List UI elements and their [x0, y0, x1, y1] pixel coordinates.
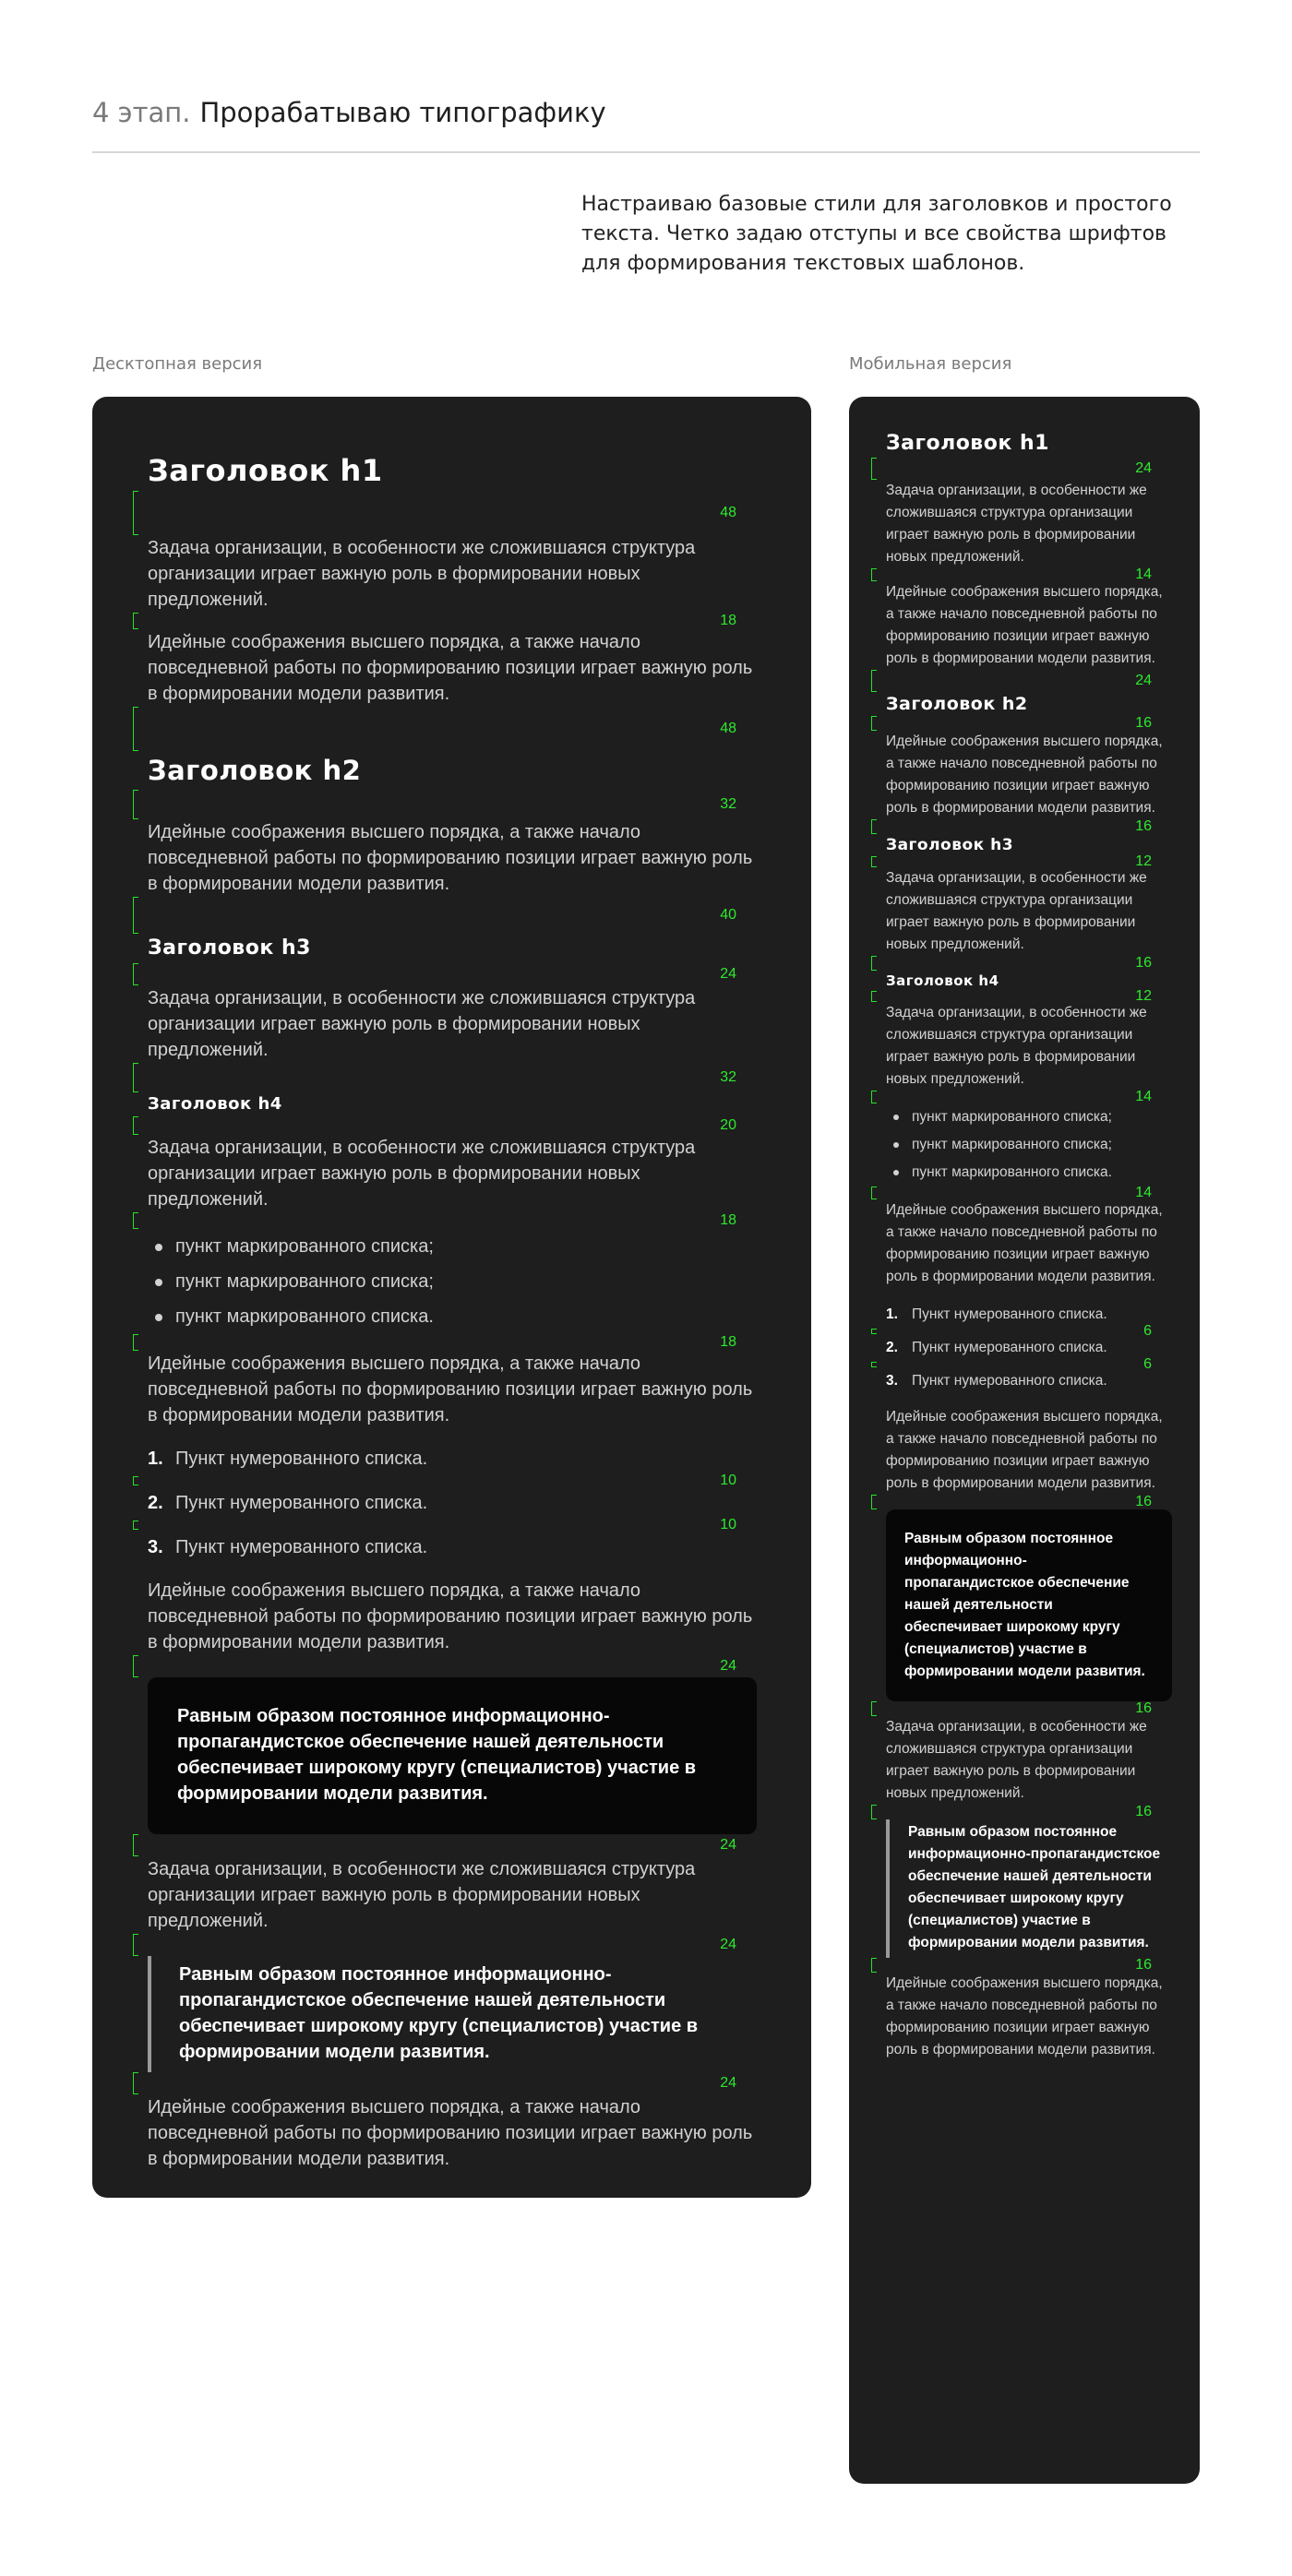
paragraph: Идейные соображения высшего порядка, а также начало повседневной работы по формированию позиции играет важную роль в формировании модели развития.	[886, 1975, 1163, 2057]
spacing-marker: 24	[886, 670, 1172, 692]
spacing-marker: 14	[886, 1091, 1172, 1103]
spacing-marker: 14	[886, 1187, 1172, 1199]
list-gap	[886, 1288, 1172, 1301]
paragraph: Задача организации, в особенности же сложившаяся структура организации играет важную роль в формировании новых предложений.	[148, 988, 696, 1060]
spacing-marker: 16	[886, 1701, 1172, 1716]
paragraph: Идейные соображения высшего порядка, а также начало повседневной работы по формированию позиции играет важную роль в формировании модели развития.	[148, 632, 753, 704]
spacing-marker: 18	[148, 1334, 757, 1351]
bulleted-list	[148, 1229, 757, 1334]
spacing-marker: 18	[148, 1212, 757, 1229]
list-gap	[886, 1395, 1172, 1406]
desktop-version-label: Десктопная версия	[92, 354, 263, 374]
paragraph: Задача организации, в особенности же сложившаяся структура организации играет важную роль в формировании новых предложений.	[886, 1719, 1147, 1801]
list-item: 1. Пункт нумерованного списка.	[886, 1306, 1107, 1322]
paragraph: Идейные соображения высшего порядка, а также начало повседневной работы по формированию позиции играет важную роль в формировании модели развития.	[148, 2097, 753, 2169]
spacing-marker: 16	[886, 1495, 1172, 1509]
spacing-marker: 32	[148, 790, 757, 819]
spacing-marker: 24	[148, 1834, 757, 1856]
paragraph: Идейные соображения высшего порядка, а также начало повседневной работы по формированию позиции играет важную роль в формировании модели развития.	[886, 1409, 1163, 1491]
heading-h4: Заголовок h4	[148, 1094, 282, 1114]
list-gap	[148, 1428, 757, 1441]
list-item: 2. Пункт нумерованного списка.	[148, 1493, 428, 1513]
spacing-marker: 6	[886, 1329, 1172, 1334]
numbered-list	[886, 1301, 1172, 1395]
spacing-marker: 48	[148, 707, 757, 751]
spacing-marker: 16	[886, 716, 1172, 731]
spacing-marker: 10	[148, 1521, 757, 1530]
spacing-marker: 24	[148, 1934, 757, 1956]
spacing-marker: 12	[886, 991, 1172, 1002]
list-item: пункт маркированного списка;	[886, 1131, 1172, 1159]
paragraph: Задача организации, в особенности же сложившаяся структура организации играет важную роль в формировании новых предложений.	[886, 483, 1147, 565]
heading-h1: Заголовок h1	[886, 432, 1049, 455]
stage-number: 4 этап.	[92, 97, 191, 128]
list-gap	[148, 1565, 757, 1578]
spacing-marker: 6	[886, 1362, 1172, 1367]
list-item: пункт маркированного списка.	[886, 1159, 1172, 1187]
spacing-marker: 14	[886, 568, 1172, 581]
heading-h3: Заголовок h3	[886, 836, 1014, 854]
mobile-content	[886, 430, 1172, 2061]
desktop-content	[148, 450, 757, 2172]
paragraph: Идейные соображения высшего порядка, а также начало повседневной работы по формированию позиции играет важную роль в формировании модели развития.	[886, 584, 1163, 666]
stage-title	[92, 92, 606, 133]
spacing-marker: 16	[886, 819, 1172, 834]
spacing-marker: 48	[148, 491, 757, 535]
paragraph: Задача организации, в особенности же сложившаяся структура организации играет важную роль в формировании новых предложений.	[148, 1859, 696, 1931]
paragraph: Задача организации, в особенности же сложившаяся структура организации играет важную роль в формировании новых предложений.	[148, 538, 696, 610]
heading-h2: Заголовок h2	[148, 755, 362, 786]
desktop-typography-panel	[92, 397, 811, 2198]
numbered-list	[148, 1441, 757, 1565]
spacing-marker: 16	[886, 1805, 1172, 1819]
heading-h3: Заголовок h3	[148, 936, 311, 960]
list-item: 3. Пункт нумерованного списка.	[886, 1373, 1107, 1389]
bulleted-list	[886, 1103, 1172, 1187]
spacing-marker: 18	[148, 613, 757, 629]
heading-h1: Заголовок h1	[148, 453, 383, 488]
paragraph: Задача организации, в особенности же сложившаяся структура организации играет важную роль в формировании новых предложений.	[886, 1005, 1147, 1087]
paragraph: Идейные соображения высшего порядка, а также начало повседневной работы по формированию позиции играет важную роль в формировании модели развития.	[886, 733, 1163, 816]
paragraph: Задача организации, в особенности же сложившаяся структура организации играет важную роль в формировании новых предложений.	[886, 870, 1147, 952]
list-item: 1. Пункт нумерованного списка.	[148, 1449, 428, 1469]
stage-name: Прорабатываю типографику	[199, 97, 606, 128]
list-item: пункт маркированного списка;	[148, 1229, 757, 1264]
spacing-marker: 12	[886, 856, 1172, 867]
heading-h4: Заголовок h4	[886, 972, 999, 989]
list-item: пункт маркированного списка;	[886, 1103, 1172, 1131]
list-item: пункт маркированного списка.	[148, 1299, 757, 1334]
spacing-marker: 16	[886, 956, 1172, 971]
header-divider	[92, 151, 1200, 153]
list-item: 3. Пункт нумерованного списка.	[148, 1537, 428, 1557]
spacing-marker: 16	[886, 1958, 1172, 1973]
quote-block-bordered: Равным образом постоянное информационно-пропагандистское обеспечение нашей деятельности обеспечивает широкому кругу (специалистов) участие в формировании модели развития.	[148, 1956, 757, 2072]
spacing-marker: 24	[148, 963, 757, 985]
paragraph: Идейные соображения высшего порядка, а также начало повседневной работы по формированию позиции играет важную роль в формировании модели развития.	[886, 1202, 1163, 1284]
intro-text: Настраиваю базовые стили для заголовков и простого текста. Четко задаю отступы и все свойства шрифтов для формирования текстовых шаблонов.	[581, 193, 1172, 275]
mobile-version-label: Мобильная версия	[849, 354, 1012, 374]
quote-block-filled: Равным образом постоянное информационно-пропагандистское обеспечение нашей деятельности обеспечивает широкому кругу (специалистов) участие в формировании модели развития.	[886, 1509, 1172, 1701]
spacing-marker: 24	[148, 2072, 757, 2094]
paragraph: Идейные соображения высшего порядка, а также начало повседневной работы по формированию позиции играет важную роль в формировании модели развития.	[148, 1354, 753, 1425]
spacing-marker: 24	[886, 458, 1172, 480]
spacing-marker: 10	[148, 1476, 757, 1485]
spacing-marker: 40	[148, 897, 757, 934]
quote-block-filled: Равным образом постоянное информационно-пропагандистское обеспечение нашей деятельности обеспечивает широкому кругу (специалистов) участие в формировании модели развития.	[148, 1677, 757, 1834]
quote-block-bordered: Равным образом постоянное информационно-пропагандистское обеспечение нашей деятельности обеспечивает широкому кругу (специалистов) участие в формировании модели развития.	[886, 1819, 1172, 1958]
heading-h2: Заголовок h2	[886, 694, 1028, 714]
mobile-typography-panel	[849, 397, 1200, 2484]
list-item: 2. Пункт нумерованного списка.	[886, 1340, 1107, 1355]
spacing-marker: 20	[148, 1116, 757, 1135]
list-item: пункт маркированного списка;	[148, 1264, 757, 1299]
spacing-marker: 24	[148, 1655, 757, 1677]
paragraph: Идейные соображения высшего порядка, а также начало повседневной работы по формированию позиции играет важную роль в формировании модели развития.	[148, 822, 753, 894]
spacing-marker: 32	[148, 1063, 757, 1092]
paragraph: Задача организации, в особенности же сложившаяся структура организации играет важную роль в формировании новых предложений.	[148, 1138, 696, 1210]
paragraph: Идейные соображения высшего порядка, а также начало повседневной работы по формированию позиции играет важную роль в формировании модели развития.	[148, 1580, 753, 1652]
